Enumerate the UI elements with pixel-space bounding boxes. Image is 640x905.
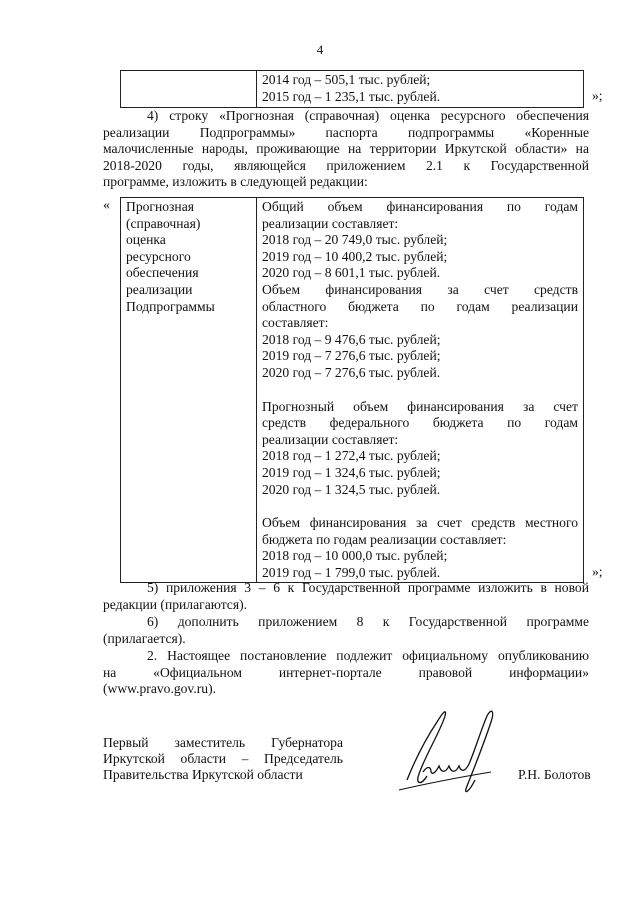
main-table bbox=[120, 197, 584, 583]
block-total-line-3: 2018 год – 20 749,0 тыс. рублей; bbox=[262, 232, 448, 248]
block-regional-line-6: 2020 год – 7 276,6 тыс. рублей. bbox=[262, 364, 441, 380]
label-line-1: Прогнозная bbox=[126, 199, 194, 214]
block-total-line-4: 2019 год – 10 400,2 тыс. рублей; bbox=[262, 248, 448, 264]
label-line-4: ресурсного bbox=[126, 248, 191, 264]
item-4-line-4: 2018-2020 годы, являющейся приложением 2.1 к Государственной bbox=[103, 157, 589, 173]
top-table-value-cell bbox=[257, 71, 584, 108]
item-6-line-2: (прилагается). bbox=[103, 630, 186, 646]
signatory-title-line-2: Иркутской области – Председатель bbox=[103, 751, 343, 766]
block-federal-line-6: 2020 год – 1 324,5 тыс. рублей. bbox=[262, 481, 441, 497]
top-table bbox=[120, 70, 584, 108]
block-local bbox=[262, 515, 578, 581]
main-table-value-cell bbox=[257, 198, 584, 583]
handwritten-signature bbox=[395, 700, 515, 810]
item-6-paragraph bbox=[103, 614, 589, 647]
item-6-line-1: 6) дополнить приложением 8 к Государственной программе bbox=[147, 614, 589, 629]
signatory-title-line-3: Правительства Иркутской области bbox=[103, 767, 303, 782]
block-total-line-1: Общий объем финансирования по годам bbox=[262, 199, 578, 214]
main-table-open-mark: « bbox=[103, 198, 110, 213]
block-regional-line-4: 2018 год – 9 476,6 тыс. рублей; bbox=[262, 331, 441, 347]
main-table-label-cell bbox=[121, 198, 257, 583]
block-local-line-3: 2018 год – 10 000,0 тыс. рублей; bbox=[262, 548, 448, 564]
top-table-empty-cell bbox=[121, 71, 257, 108]
block-federal-line-3: реализации составляет: bbox=[262, 431, 399, 447]
block-federal-line-1: Прогнозный объем финансирования за счет bbox=[262, 398, 578, 414]
signatory-title-line-1: Первый заместитель Губернатора bbox=[103, 735, 343, 750]
label-line-2: (справочная) bbox=[126, 215, 201, 231]
label-line-6: реализации bbox=[126, 281, 193, 297]
item-4-line-5: программе, изложить в следующей редакции: bbox=[103, 174, 368, 190]
item-5-paragraph bbox=[103, 580, 589, 613]
label-line-5: обеспечения bbox=[126, 265, 199, 281]
block-regional-line-3: составляет: bbox=[262, 315, 329, 331]
item-4-paragraph bbox=[103, 108, 589, 191]
top-table-line-2015: 2015 год – 1 235,1 тыс. рублей. bbox=[262, 88, 441, 104]
block-regional-line-1: Объем финансирования за счет средств bbox=[262, 281, 578, 297]
label-line-3: оценка bbox=[126, 232, 166, 248]
block-total-line-2: реализации составляет: bbox=[262, 215, 399, 231]
item-5-line-2: редакции (прилагаются). bbox=[103, 596, 248, 612]
item-2-line-1: 2. Настоящее постановление подлежит официальному опубликованию bbox=[147, 648, 589, 663]
main-table-closing-mark: »; bbox=[592, 564, 603, 579]
block-federal bbox=[262, 399, 578, 499]
label-line-7: Подпрограммы bbox=[126, 298, 215, 314]
item-2-line-2: на «Официальном интернет-портале правовой информации» bbox=[103, 664, 589, 680]
item-4-line-3: малочисленные народы, проживающие на территории Иркутской области» на bbox=[103, 141, 589, 157]
block-regional-line-5: 2019 год – 7 276,6 тыс. рублей; bbox=[262, 348, 441, 364]
signatory-title bbox=[103, 735, 343, 783]
block-local-line-1: Объем финансирования за счет средств местного bbox=[262, 515, 578, 531]
block-federal-line-5: 2019 год – 1 324,6 тыс. рублей; bbox=[262, 464, 441, 480]
block-federal-line-4: 2018 год – 1 272,4 тыс. рублей; bbox=[262, 448, 441, 464]
block-local-line-4: 2019 год – 1 799,0 тыс. рублей. bbox=[262, 564, 441, 580]
block-total-line-5: 2020 год – 8 601,1 тыс. рублей. bbox=[262, 265, 441, 281]
block-local-line-2: бюджета по годам реализации составляет: bbox=[262, 531, 507, 547]
top-table-closing-mark: »; bbox=[592, 88, 603, 103]
block-total bbox=[262, 199, 578, 282]
top-table-line-2014: 2014 год – 505,1 тыс. рублей; bbox=[262, 72, 431, 87]
item-2-paragraph bbox=[103, 648, 589, 698]
signatory-name: Р.Н. Болотов bbox=[518, 767, 591, 782]
item-2-line-3: (www.pravo.gov.ru). bbox=[103, 681, 216, 697]
item-5-line-1: 5) приложения 3 – 6 к Государственной программе изложить в новой bbox=[147, 580, 589, 595]
block-federal-line-2: средств федерального бюджета по годам bbox=[262, 415, 578, 431]
page-number: 4 bbox=[316, 42, 324, 57]
block-regional-line-2: областного бюджета по годам реализации bbox=[262, 298, 578, 314]
item-4-line-1: 4) строку «Прогнозная (справочная) оценка ресурсного обеспечения bbox=[147, 108, 589, 123]
block-regional bbox=[262, 282, 578, 382]
item-4-line-2: реализации Подпрограммы» паспорта подпрограммы «Коренные bbox=[103, 124, 589, 140]
